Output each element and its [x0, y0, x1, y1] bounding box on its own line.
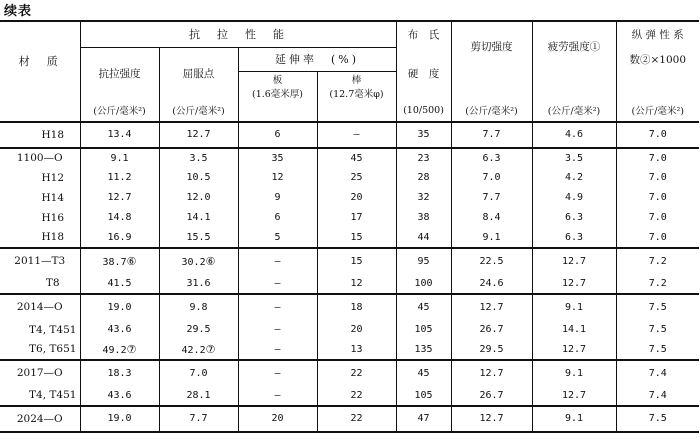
cell-modulus [616, 188, 699, 208]
cell-shear-value: 26.7 [479, 324, 504, 335]
cell-rod-value: 22 [350, 367, 363, 379]
cell-ts [80, 228, 159, 248]
cell-shear-value: 29.5 [479, 343, 504, 355]
cell-yp [159, 228, 238, 248]
cell-modulus-value: 7.0 [648, 192, 667, 203]
table-row [0, 320, 699, 340]
cell-yp-value: 9.8 [189, 301, 208, 313]
cell-yp [159, 248, 238, 274]
cell-yp-value: 7.7 [189, 413, 208, 424]
cell-hb [396, 188, 451, 208]
cell-fatigue [532, 274, 616, 294]
cell-fatigue [532, 228, 616, 248]
cell-ts-value: 19.0 [107, 413, 132, 424]
cell-ts-value: 16.9 [107, 231, 132, 243]
cell-rod [317, 386, 396, 406]
cell-ts-value: 18.3 [107, 367, 132, 379]
cell-plate-value: — [274, 343, 281, 355]
cell-ts-value: 43.6 [107, 324, 132, 335]
cell-fatigue-value: 4.9 [564, 192, 584, 203]
cell-shear-value: 12.7 [479, 367, 504, 379]
header-brinell-3: (10/500) [396, 100, 451, 122]
aluminum-properties-table [0, 20, 699, 433]
cell-rod-value: 15 [350, 255, 363, 267]
cell-ts-value: 38.7 [102, 256, 127, 268]
cell-yp-value: 31.6 [186, 277, 211, 289]
cell-hb [396, 386, 451, 406]
cell-fatigue-value: 12.7 [561, 277, 587, 289]
cell-ts-value: 13.4 [107, 129, 132, 140]
cell-yp [159, 360, 238, 386]
cell-ts-value: 12.7 [107, 192, 132, 203]
cell-rod [317, 148, 396, 168]
cell-plate-value: — [274, 277, 281, 289]
table-body [0, 122, 699, 432]
cell-modulus-value: 7.4 [648, 367, 667, 379]
cell-material: 2011—T3 [0, 248, 80, 274]
cell-ts [80, 148, 159, 168]
cell-fatigue-value: 14.1 [561, 324, 587, 335]
cell-material: 2024—O [0, 406, 80, 432]
header-unit-ts: (公斤/毫米²) [80, 100, 159, 122]
cell-ts [80, 122, 159, 148]
cell-plate [238, 248, 317, 274]
cell-shear [451, 274, 532, 294]
cell-modulus [616, 406, 699, 432]
cell-ts-value: 41.5 [107, 277, 132, 289]
cell-rod [317, 274, 396, 294]
cell-shear [451, 148, 532, 168]
cell-rod [317, 406, 396, 432]
cell-fatigue-value: 6.3 [564, 212, 584, 223]
cell-rod [317, 248, 396, 274]
cell-hb [396, 148, 451, 168]
cell-hb-value: 35 [417, 129, 430, 140]
cell-shear-value: 7.7 [482, 129, 501, 140]
cell-fatigue-value: 9.1 [564, 367, 584, 379]
cell-hb-value: 45 [417, 301, 430, 313]
cell-ts [80, 208, 159, 228]
cell-shear-value: 7.7 [482, 192, 501, 203]
cell-rod-value: 12 [350, 277, 363, 289]
cell-rod [317, 228, 396, 248]
cell-material: 2017—O [0, 360, 80, 386]
cell-ts [80, 406, 159, 432]
footnote-mark: ⑥ [205, 254, 216, 268]
cell-plate [238, 360, 317, 386]
header-material-spacer [0, 100, 80, 122]
cell-shear [451, 340, 532, 360]
cell-hb [396, 168, 451, 188]
cell-shear-value: 6.3 [482, 152, 501, 164]
cell-hb-value: 38 [417, 212, 430, 223]
header-tensile-group: 抗 拉 性 能 [80, 21, 396, 47]
cell-hb [396, 294, 451, 320]
cell-hb [396, 340, 451, 360]
cell-yp-value: 3.5 [189, 152, 208, 164]
cell-shear [451, 168, 532, 188]
cell-fatigue [532, 148, 616, 168]
cell-modulus [616, 228, 699, 248]
header-rod-label: 棒 [351, 74, 362, 86]
cell-plate-value: 35 [271, 152, 284, 164]
cell-plate-value: — [274, 367, 281, 379]
cell-hb-value: 100 [414, 277, 433, 289]
cell-plate [238, 320, 317, 340]
header-modulus-1: 纵 弹 性 系 [616, 21, 699, 47]
cell-rod [317, 188, 396, 208]
cell-hb-value: 45 [417, 367, 430, 379]
cell-shear [451, 228, 532, 248]
header-tensile-strength: 抗拉强度 [80, 47, 159, 100]
cell-material: H16 [41, 211, 65, 224]
cell-plate-value: — [274, 389, 281, 401]
header-rod-unit-spacer [317, 100, 396, 122]
header-plate-sub: (1.6毫米厚) [251, 88, 304, 100]
cell-ts-value: 49.2 [102, 344, 127, 356]
cell-shear [451, 406, 532, 432]
cell-yp-value: 30.2 [181, 256, 206, 268]
header-fatigue-spacer [532, 71, 616, 100]
cell-yp-value: 28.1 [186, 389, 211, 401]
cell-rod [317, 208, 396, 228]
cell-plate-value: 9 [274, 192, 281, 203]
footnote-mark: ⑦ [126, 342, 137, 356]
cell-fatigue-value: 6.3 [564, 231, 584, 243]
cell-modulus [616, 294, 699, 320]
cell-fatigue-value: 12.7 [561, 389, 587, 401]
cell-yp [159, 340, 238, 360]
cell-plate [238, 406, 317, 432]
cell-ts-value: 43.6 [107, 389, 132, 401]
cell-hb [396, 360, 451, 386]
cell-shear-value: 22.5 [479, 255, 504, 267]
cell-ts [80, 168, 159, 188]
cell-hb-value: 95 [417, 255, 430, 267]
cell-hb-value: 32 [417, 192, 430, 203]
cell-plate [238, 274, 317, 294]
cell-material: T6, T651 [29, 343, 77, 355]
cell-rod-value: 15 [350, 231, 363, 243]
cell-yp-value: 10.5 [186, 172, 211, 183]
header-plate-label: 板 [272, 74, 283, 86]
cell-material: H18 [0, 122, 80, 148]
cell-fatigue-value: 12.7 [561, 255, 587, 267]
cell-yp [159, 208, 238, 228]
cell-yp [159, 274, 238, 294]
cell-shear-value: 9.1 [482, 231, 501, 243]
cell-hb-value: 28 [417, 172, 430, 183]
cell-shear [451, 188, 532, 208]
cell-yp-value: 42.2 [181, 344, 206, 356]
cell-yp [159, 320, 238, 340]
cell-plate [238, 188, 317, 208]
cell-plate-value: 12 [271, 172, 284, 183]
cell-modulus-value: 7.4 [648, 389, 667, 401]
cell-shear [451, 320, 532, 340]
cell-plate [238, 148, 317, 168]
table-row [0, 148, 699, 168]
cell-modulus-value: 7.0 [648, 129, 667, 140]
cell-hb [396, 208, 451, 228]
header-brinell-2: 硬 度 [396, 47, 451, 100]
cell-ts-value: 14.8 [107, 212, 132, 223]
cell-yp-value: 12.7 [186, 129, 211, 140]
cell-hb-value: 47 [417, 413, 430, 424]
cell-shear-value: 7.0 [482, 172, 501, 183]
cell-rod [317, 168, 396, 188]
cell-material: T8 [45, 277, 60, 289]
header-yield-point: 屈服点 [159, 47, 238, 100]
cell-plate [238, 386, 317, 406]
cell-hb-value: 44 [417, 231, 430, 243]
cell-modulus-value: 7.0 [648, 152, 667, 164]
cell-modulus [616, 320, 699, 340]
cell-ts [80, 340, 159, 360]
cell-modulus [616, 208, 699, 228]
cell-fatigue-value: 12.7 [561, 343, 587, 355]
cell-fatigue [532, 340, 616, 360]
cell-rod [317, 360, 396, 386]
cell-modulus-value: 7.5 [648, 324, 667, 335]
cell-modulus [616, 148, 699, 168]
table-row [0, 228, 699, 248]
cell-shear [451, 208, 532, 228]
cell-rod-value: 17 [350, 212, 363, 223]
cell-yp-value: 29.5 [186, 324, 211, 335]
table-row [0, 406, 699, 432]
cell-rod-value: 22 [350, 389, 363, 401]
footnote-mark: ⑦ [205, 342, 216, 356]
cell-fatigue [532, 294, 616, 320]
cell-modulus [616, 386, 699, 406]
cell-material: 1100—O [0, 148, 80, 168]
table-row [0, 274, 699, 294]
cell-hb [396, 228, 451, 248]
cell-rod-value: — [353, 129, 360, 140]
header-brinell-1: 布 氏 [396, 21, 451, 47]
table-row [0, 188, 699, 208]
cell-fatigue [532, 168, 616, 188]
cell-plate-value: 20 [271, 413, 284, 424]
cell-yp [159, 386, 238, 406]
cell-ts [80, 274, 159, 294]
cell-ts [80, 386, 159, 406]
cell-fatigue-value: 9.1 [564, 413, 584, 424]
cell-modulus-value: 7.0 [648, 231, 667, 243]
cell-ts-value: 19.0 [107, 301, 132, 313]
table-row [0, 340, 699, 360]
cell-shear-value: 24.6 [479, 277, 504, 289]
cell-modulus [616, 168, 699, 188]
cell-yp [159, 406, 238, 432]
cell-modulus-value: 7.2 [648, 255, 667, 267]
header-plate-unit-spacer [238, 100, 317, 122]
table-caption: 续表 [4, 4, 33, 19]
cell-rod-value: 13 [350, 343, 363, 355]
cell-modulus [616, 122, 699, 148]
cell-rod-value: 20 [350, 192, 363, 203]
cell-fatigue-value: 3.5 [564, 152, 584, 164]
table-row [0, 122, 699, 148]
cell-rod-value: 20 [350, 324, 363, 335]
cell-modulus-value: 7.5 [648, 301, 667, 313]
cell-fatigue-value: 9.1 [564, 301, 584, 313]
cell-hb-value: 135 [414, 343, 433, 355]
header-unit-modulus: (公斤/毫米²) [616, 100, 699, 122]
cell-modulus [616, 340, 699, 360]
cell-plate [238, 340, 317, 360]
cell-shear-value: 26.7 [479, 389, 504, 401]
header-shear: 剪切强度 [451, 21, 532, 71]
cell-rod-value: 25 [350, 172, 363, 183]
cell-ts [80, 320, 159, 340]
header-modulus-spacer [616, 71, 699, 100]
cell-fatigue [532, 122, 616, 148]
table-row [0, 168, 699, 188]
cell-plate-value: — [274, 255, 281, 267]
cell-ts [80, 294, 159, 320]
cell-rod [317, 320, 396, 340]
cell-rod-value: 45 [350, 152, 363, 164]
header-rod-sub: (12.7毫米φ) [329, 88, 384, 100]
cell-rod-value: 22 [350, 413, 363, 424]
cell-plate-value: 6 [274, 129, 281, 140]
cell-rod [317, 294, 396, 320]
cell-plate-value: 5 [274, 231, 281, 243]
cell-ts [80, 248, 159, 274]
cell-modulus [616, 360, 699, 386]
cell-ts-value: 11.2 [107, 172, 132, 183]
cell-yp-value: 14.1 [186, 212, 211, 223]
cell-yp-value: 12.0 [186, 192, 211, 203]
cell-hb-value: 105 [414, 324, 433, 335]
cell-modulus-value: 7.2 [648, 277, 667, 289]
cell-material: 2014—O [0, 294, 80, 320]
cell-fatigue-value: 4.6 [564, 129, 584, 140]
cell-material: T4, T451 [29, 389, 77, 401]
cell-shear [451, 248, 532, 274]
cell-hb [396, 248, 451, 274]
cell-fatigue [532, 208, 616, 228]
header-plate [238, 71, 317, 100]
cell-yp-value: 7.0 [189, 367, 208, 379]
cell-modulus [616, 248, 699, 274]
cell-hb [396, 320, 451, 340]
cell-plate [238, 122, 317, 148]
cell-ts [80, 360, 159, 386]
header-fatigue: 疲劳强度① [532, 21, 616, 71]
cell-plate [238, 228, 317, 248]
cell-yp [159, 148, 238, 168]
cell-shear-value: 12.7 [479, 413, 504, 424]
cell-plate-value: 6 [274, 212, 281, 223]
cell-modulus-value: 7.0 [648, 172, 667, 183]
cell-fatigue [532, 320, 616, 340]
cell-shear [451, 122, 532, 148]
cell-plate-value: — [274, 324, 281, 335]
header-unit-shear: (公斤/毫米²) [451, 100, 532, 122]
header-unit-fatigue: (公斤/毫米²) [532, 100, 616, 122]
table-row [0, 386, 699, 406]
cell-fatigue [532, 386, 616, 406]
cell-fatigue [532, 360, 616, 386]
header-shear-spacer [451, 71, 532, 100]
cell-hb [396, 406, 451, 432]
header-unit-yp: (公斤/毫米²) [159, 100, 238, 122]
cell-yp [159, 188, 238, 208]
table-row [0, 248, 699, 274]
cell-plate [238, 168, 317, 188]
cell-shear [451, 294, 532, 320]
cell-ts-value: 9.1 [110, 152, 129, 164]
cell-rod [317, 122, 396, 148]
table-row [0, 360, 699, 386]
header-material: 材 质 [0, 21, 80, 100]
cell-yp-value: 15.5 [186, 231, 211, 243]
cell-fatigue-value: 4.2 [564, 172, 584, 183]
cell-modulus-value: 7.0 [648, 212, 667, 223]
cell-shear [451, 386, 532, 406]
footnote-mark: ⑥ [126, 254, 137, 268]
header-modulus-2: 数②×1000 [616, 47, 699, 71]
cell-yp [159, 294, 238, 320]
cell-hb-value: 105 [414, 389, 433, 401]
cell-rod-value: 18 [350, 301, 363, 313]
cell-modulus [616, 274, 699, 294]
cell-ts [80, 188, 159, 208]
cell-fatigue [532, 406, 616, 432]
header-rod [317, 71, 396, 100]
cell-modulus-value: 7.5 [648, 413, 667, 424]
cell-material: H12 [41, 171, 65, 184]
cell-shear [451, 360, 532, 386]
cell-plate [238, 294, 317, 320]
cell-plate [238, 208, 317, 228]
cell-fatigue [532, 248, 616, 274]
cell-shear-value: 12.7 [479, 301, 504, 313]
cell-hb-value: 23 [417, 152, 430, 164]
cell-material: H14 [41, 191, 65, 204]
cell-material: H18 [41, 231, 65, 243]
table-row [0, 294, 699, 320]
cell-plate-value: — [274, 301, 281, 313]
cell-hb [396, 274, 451, 294]
cell-fatigue [532, 188, 616, 208]
header-elongation: 延伸率 (%) [238, 47, 396, 71]
cell-hb [396, 122, 451, 148]
cell-material: T4, T451 [29, 323, 77, 336]
cell-modulus-value: 7.5 [648, 343, 667, 355]
cell-yp [159, 168, 238, 188]
cell-rod [317, 340, 396, 360]
table-row [0, 208, 699, 228]
cell-shear-value: 8.4 [482, 212, 501, 223]
cell-yp [159, 122, 238, 148]
